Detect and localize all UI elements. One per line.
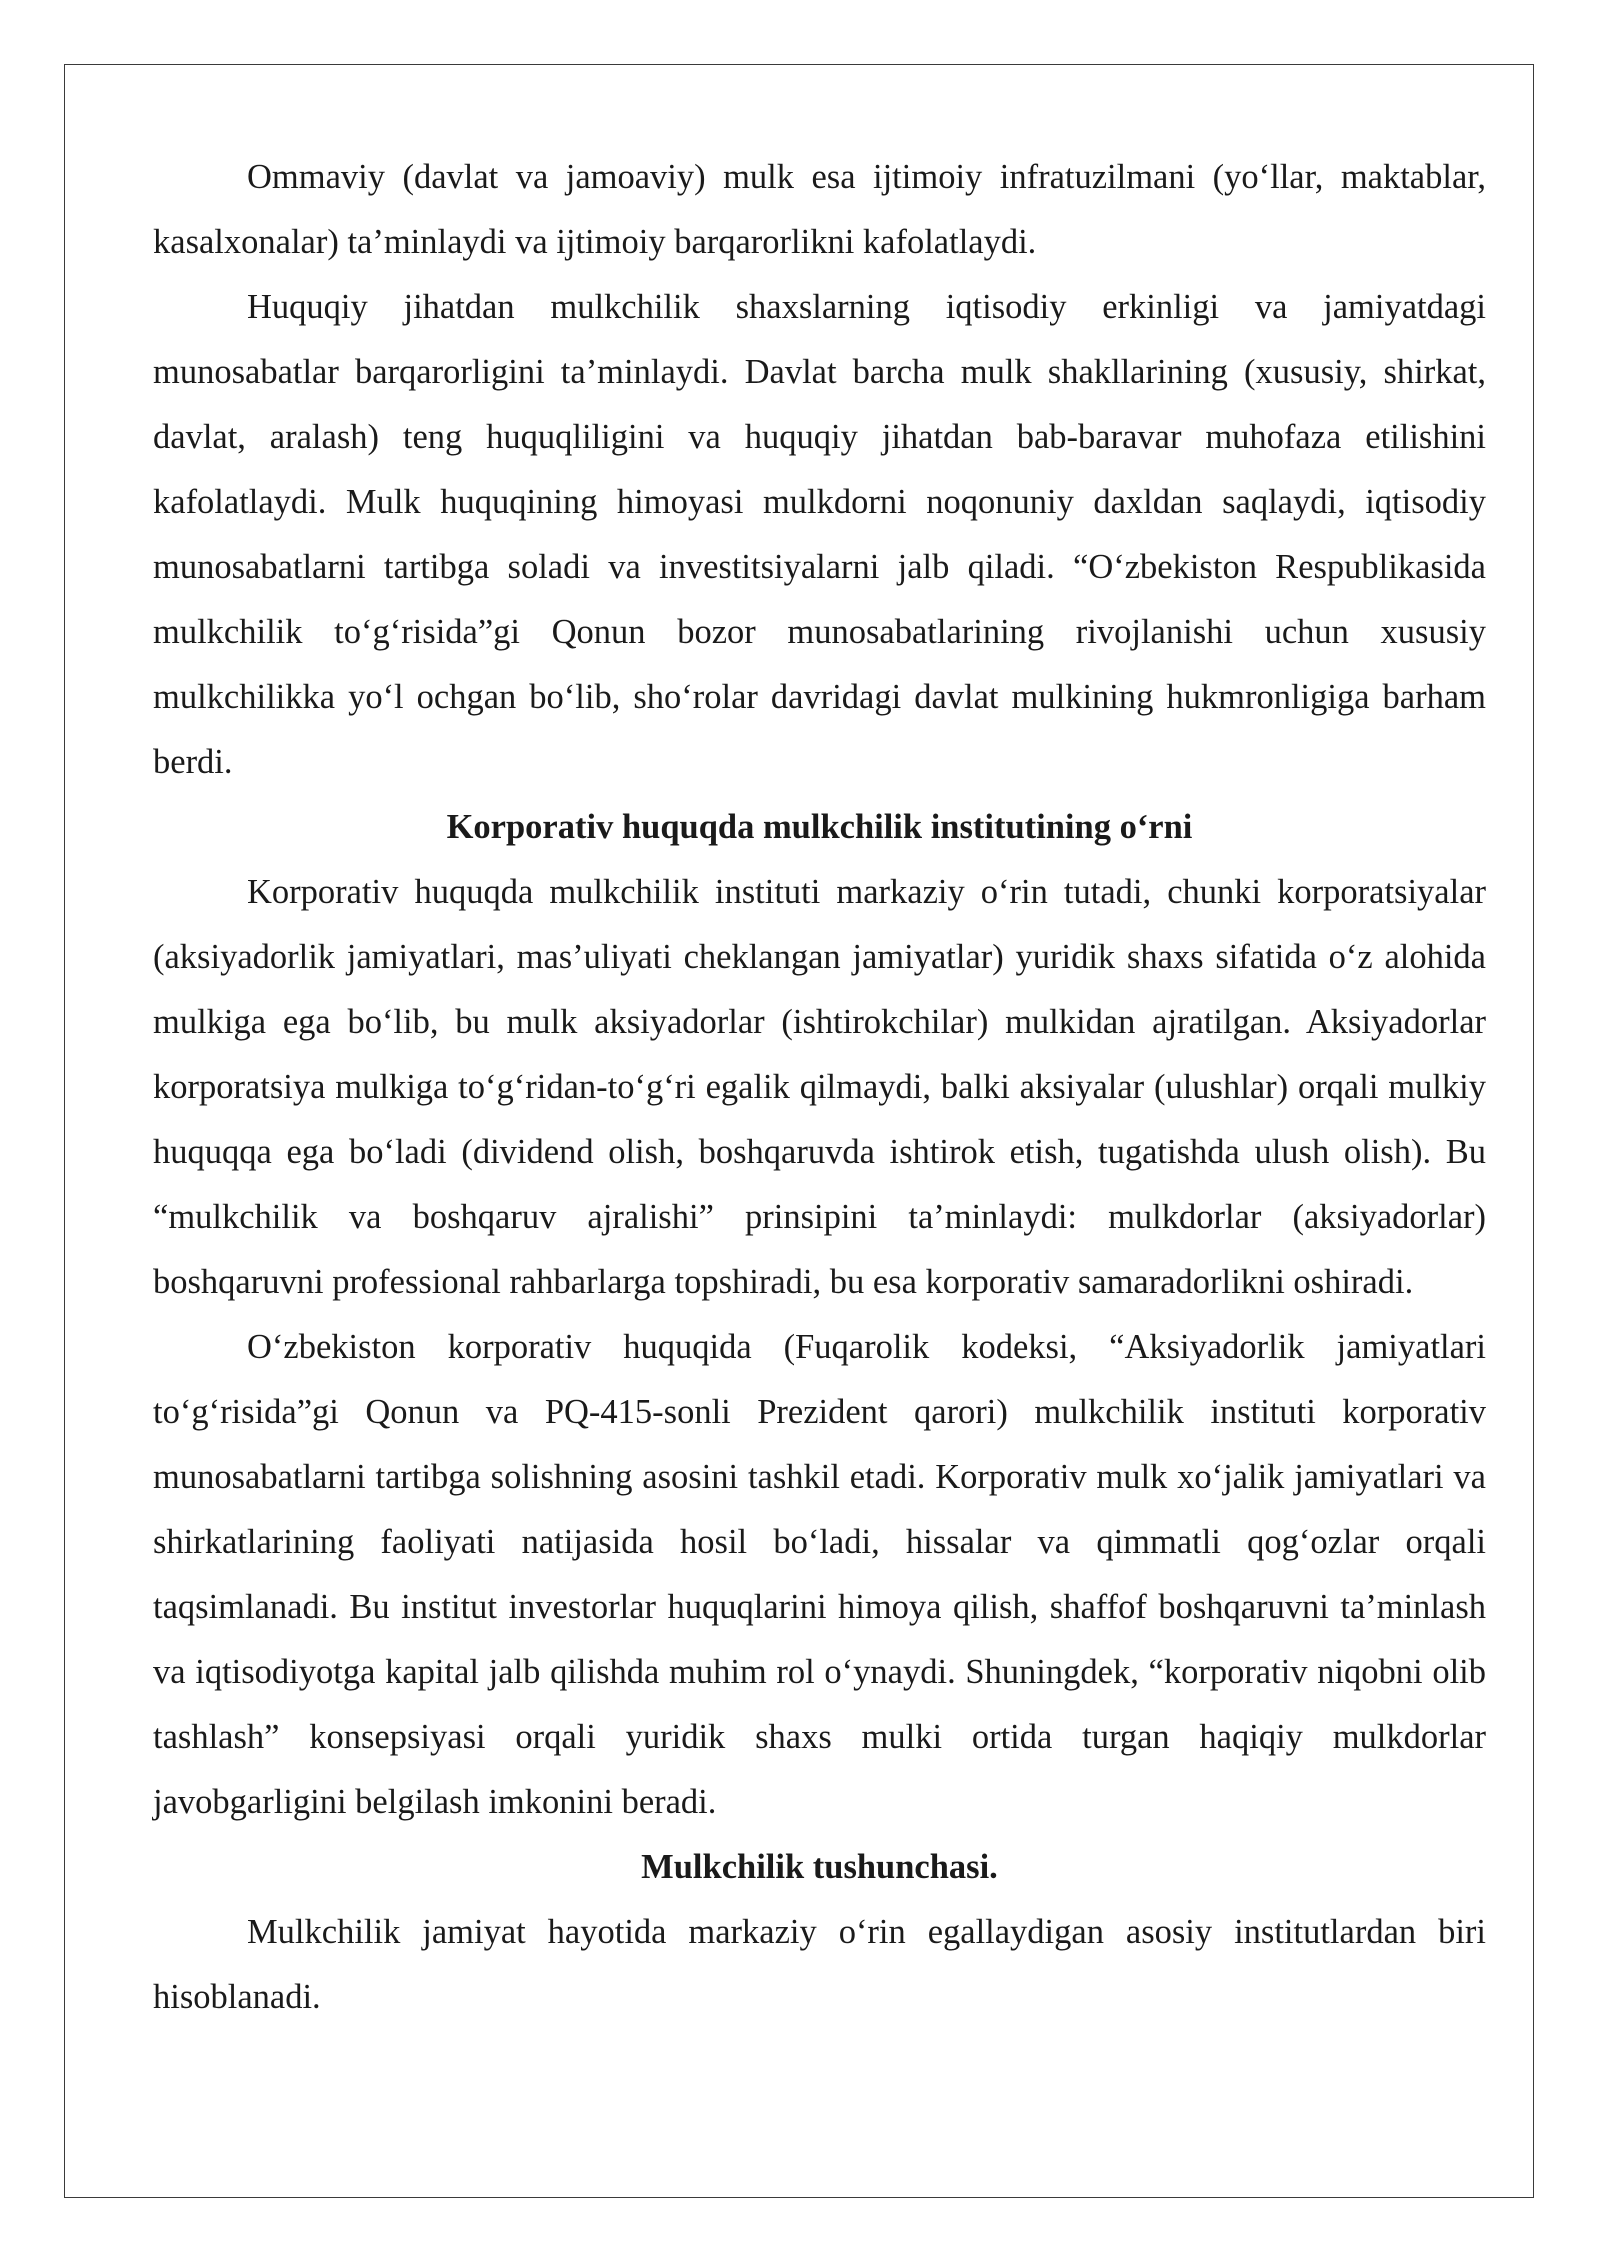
paragraph-uzbekistan-corporate-law: O‘zbekiston korporativ huquqida (Fuqarolik kodeksi, “Aksiyadorlik jamiyatlari to‘g‘risida”gi Qonun va PQ-415-sonli Prezident qarori) mulkchilik instituti korporativ munosabatlarni tartibga solishning asosini tashkil etadi. Korporativ mulk xo‘jalik jamiyatlari va shirkatlarining faoliyati natijasida hosil bo‘ladi, hissalar va qimmatli qog‘ozlar orqali taqsimlanadi. Bu institut investorlar huquqlarini himoya qilish, shaffof boshqaruvni ta’minlash va iqtisodiyotga kapital jalb qilishda muhim rol o‘ynaydi. Shuningdek, “korporativ niqobni olib tashlash” konsepsiyasi orqali yuridik shaxs mulki ortida turgan haqiqiy mulkdorlar javobgarligini belgilash imkonini beradi. (153, 1328, 1486, 1821)
paragraph-public-property: Ommaviy (davlat va jamoaviy) mulk esa ijtimoiy infratuzilmani (yo‘llar, maktablar, kasalxonalar) ta’minlaydi va ijtimoiy barqarorlikni kafolatlaydi. (153, 158, 1486, 261)
paragraph-legal-aspect: Huquqiy jihatdan mulkchilik shaxslarning iqtisodiy erkinligi va jamiyatdagi munosabatlar barqarorligini ta’minlaydi. Davlat barcha mulk shakllarining (xususiy, shirkat, davlat, aralash) teng huquqliligini va huquqiy jihatdan bab-baravar muhofaza etilishini kafolatlaydi. Mulk huquqining himoyasi mulkdorni noqonuniy daxldan saqlaydi, iqtisodiy munosabatlarni tartibga soladi va investitsiyalarni jalb qiladi. “O‘zbekiston Respublikasida mulkchilik to‘g‘risida”gi Qonun bozor munosabatlarining rivojlanishi uchun xususiy mulkchilikka yo‘l ochgan bo‘lib, sho‘rolar davridagi davlat mulkining hukmronligiga barham berdi. (153, 288, 1486, 781)
heading-corporate-law-ownership: Korporativ huquqda mulkchilik institutining o‘rni (446, 808, 1193, 846)
document-body (153, 145, 1486, 2030)
paragraph-ownership-definition: Mulkchilik jamiyat hayotida markaziy o‘rin egallaydigan asosiy institutlardan biri hisoblanadi. (153, 1913, 1486, 2016)
heading-ownership-concept: Mulkchilik tushunchasi. (641, 1848, 998, 1886)
paragraph-corporate-ownership-institute: Korporativ huquqda mulkchilik instituti markaziy o‘rin tutadi, chunki korporatsiyalar (aksiyadorlik jamiyatlari, mas’uliyati cheklangan jamiyatlar) yuridik shaxs sifatida o‘z alohida mulkiga ega bo‘lib, bu mulk aksiyadorlar (ishtirokchilar) mulkidan ajratilgan. Aksiyadorlar korporatsiya mulkiga to‘g‘ridan-to‘g‘ri egalik qilmaydi, balki aksiyalar (ulushlar) orqali mulkiy huquqqa ega bo‘ladi (dividend olish, boshqaruvda ishtirok etish, tugatishda ulush olish). Bu “mulkchilik va boshqaruv ajralishi” prinsipini ta’minlaydi: mulkdorlar (aksiyadorlar) boshqaruvni professional rahbarlarga topshiradi, bu esa korporativ samaradorlikni oshiradi. (153, 873, 1486, 1301)
